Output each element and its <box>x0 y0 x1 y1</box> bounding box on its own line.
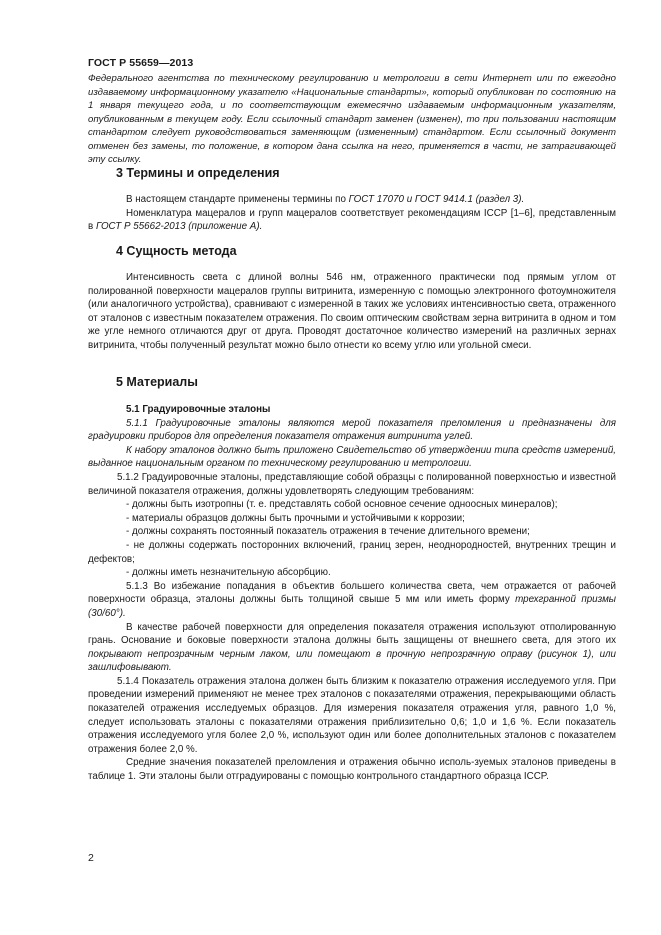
working-surface-italic: покрывают непрозрачным черным лаком, или помещают в прочную непрозрачную оправу (рисунок 1), или зашлифовывают. <box>88 648 616 674</box>
paragraph-5-1-3 <box>88 580 616 621</box>
method-paragraph: Интенсивность света с длиной волны 546 нм, отраженного практически под прямым углом от полированной поверхности мацералов группы витринита, измеренную с помощью электронного фотоумножителя (или аналогичного устройства), сравнивают с измеренной в таких же условиях интенсивностью света, отраженного от эталонов с известным показателем отражения. По своим оптическим свойствам зерна витринита в одном и том же угле немного отличаются друг от друга. Проводят достаточное количество измерений на различных зернах витринита, чтобы полученный результат можно было отнести ко всему углю или угольной смеси. <box>88 272 616 351</box>
section-3-heading: 3 Термины и определения <box>116 166 280 180</box>
standard-code-header: ГОСТ Р 55659—2013 <box>88 57 194 69</box>
terms-reference: ГОСТ 17070 и ГОСТ 9414.1 (раздел 3). <box>348 194 525 205</box>
nomenclature-reference: ГОСТ Р 55662-2013 (приложение А). <box>95 221 263 233</box>
section-3-paragraph-1 <box>88 193 616 207</box>
working-surface-text: В качестве рабочей поверхности для определения показателя отражения используют отполированную грань. Основание и боковые поверхности эталона должны быть защищены от внешнего света, для этого их <box>88 621 616 647</box>
page-number: 2 <box>88 852 94 864</box>
paragraph-5-1-1: 5.1.1 Градуировочные эталоны являются мерой показателя преломления и предназначены для градуировки приборов для определения показателя отражения витринита углей. <box>88 417 616 443</box>
section-4-heading: 4 Сущность метода <box>116 244 237 258</box>
paragraph-5-1-3-working-surface <box>88 621 616 675</box>
subsection-5-1-title: 5.1 Градуировочные эталоны <box>126 404 271 415</box>
requirement-item: - материалы образцов должны быть прочными и устойчивыми к коррозии; <box>126 512 465 524</box>
paragraph-5-1-4: 5.1.4 Показатель отражения эталона должен быть близким к показателю отражения исследуемого угля. При проведении измерений применяют не менее трех эталонов с показателями отражения, перекрывающими область показателей отражения исследуемых образцов. Для измерения показателя отражения угля, равного 1,0 %, следует использовать эталоны с показателями отражения приблизительно 0,6; 1,0 и 1,6 %. Если показатель отражения исследуемого угля более 2,0 %, используют один или более дополнительных эталонов с показателем отражения более 2,0 %. <box>88 675 616 755</box>
nomenclature-text: Номенклатура мацералов и групп мацералов соответствует рекомендациям ICCP [1–6], представленным в <box>88 207 616 233</box>
section-3-body <box>88 193 616 234</box>
paragraph-5-1-3-italic: трехгранной призмы (30/60°). <box>88 594 616 619</box>
paragraph-5-1-2: 5.1.2 Градуировочные эталоны, представляющие собой образцы с полированной поверхностью и известной величиной показателя отражения, должны удовлетворять следующим требованиям: <box>88 471 616 497</box>
section-4-body <box>88 271 616 353</box>
requirement-item: - должны быть изотропны (т. е. представлять собой основное сечение одноосных минералов); <box>126 499 558 511</box>
section-5-body <box>88 403 616 784</box>
terms-text: В настоящем стандарте применены термины по <box>126 194 349 205</box>
section-5-heading: 5 Материалы <box>116 375 198 389</box>
requirement-item: - должны сохранять постоянный показатель отражения в течение длительного времени; <box>126 526 530 538</box>
requirement-item: - должны иметь незначительную абсорбцию. <box>126 567 331 579</box>
requirement-item: - не должны содержать посторонних включений, границ зерен, неоднородностей, внутренних трещин и дефектов; <box>88 539 616 565</box>
intro-paragraph: Федерального агентства по техническому регулированию и метрологии в сети Интернет или по ежегодно издаваемому информационному указателю «Национальные стандарты», который опубликован по состоянию на 1 января текущего года, и по соответствующим ежемесячно издаваемым информационным указателям, опубликованным в текущем году. Если ссылочный стандарт заменен (изменен), то при пользовании настоящим стандартом следует руководствоваться заменяющим (измененным) стандартом. Если ссылочный документ отменен без замены, то положение, в котором дана ссылка на него, применяется в части, не затрагивающей эту ссылку. <box>88 73 616 165</box>
section-3-paragraph-2 <box>88 207 616 234</box>
paragraph-5-1-4-table-note: Средние значения показателей преломления и отражения обычно исполь-зуемых эталонов приведены в таблице 1. Эти эталоны были отградуированы с помощью контрольного стандартного образца ICCP. <box>88 757 616 783</box>
paragraph-5-1-3-text: 5.1.3 Во избежание попадания в объектив большего количества света, чем отражается от рабочей поверхности образца, эталоны должны быть толщиной свыше 5 мм или иметь форму <box>88 580 616 606</box>
paragraph-5-1-1-certificate: К набору эталонов должно быть приложено Свидетельство об утверждении типа средств измерений, выданное национальным органом по техническому регулированию и метрологии. <box>88 444 616 470</box>
